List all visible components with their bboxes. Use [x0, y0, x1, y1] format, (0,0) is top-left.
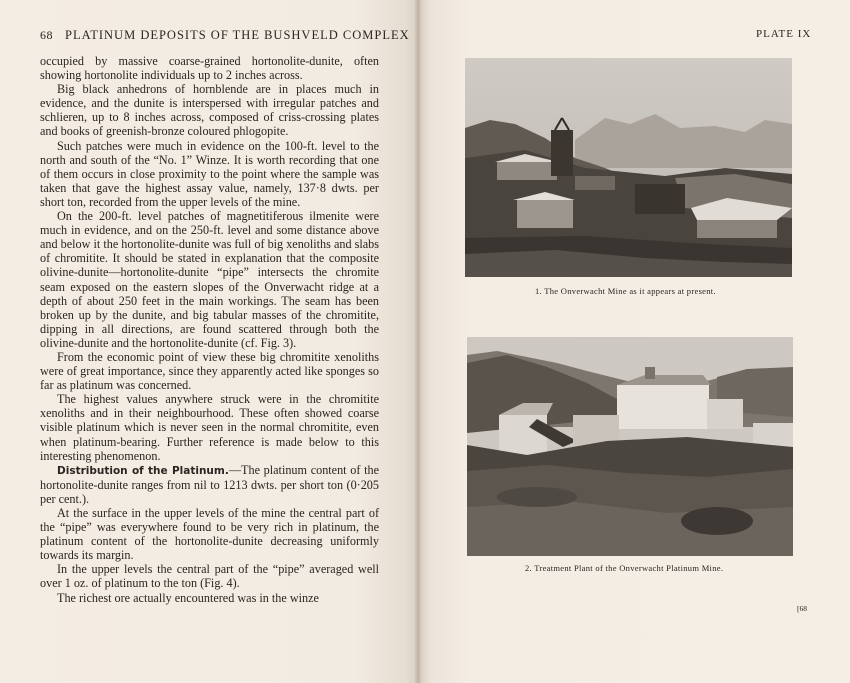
left-page-header — [40, 28, 410, 44]
body-text — [40, 54, 379, 605]
paragraph: Such patches were much in evidence on the 100-ft. level to the north and south of the “No. 1” Winze. It is worth recording that one of them occurs in close proximity to the point where the sample was taken that gave the highest assay value, namely, 137·8 dwts. per short ton, recorded from the upper levels of the mine. — [40, 138, 379, 209]
paragraph: From the economic point of view these big chromitite xenoliths were of great importance, since they apparently acted like sponges so far as platinum was concerned. — [40, 349, 379, 393]
right-folio: [68 — [797, 604, 807, 613]
paragraph: occupied by massive coarse-grained hortonolite-dunite, often showing hortonolite individuals up to 2 inches across. — [40, 54, 379, 83]
figure-caption-1: 1. The Onverwacht Mine as it appears at present. — [535, 286, 716, 296]
paragraph: On the 200-ft. level patches of magnetitiferous ilmenite were much in evidence, and on the 250-ft. level and some distance above and below it the hortonolite-dunite was full of big xenoliths and slabs of chromitite. It should be stated in explanation that the composite olivine-dunite—hortonolite-dunite “pipe” intersects the chromite seam exposed on the eastern slopes of the Onverwacht ridge at a depth of about 250 feet in the main workings. The seam has been broken up by the dunite, and big tabular masses of the chromitite, dipping in all directions, are found scattered through both the olivine-dunite and the hortonolite-dunite (cf. Fig. 3). — [40, 209, 379, 350]
paragraph: The highest values anywhere struck were in the chromitite xenoliths and in their neighbourhood. These often showed coarse visible platinum which is never seen in the normal chromitite, even when platinum-bearing. Further reference is made below to this interesting phenomenon. — [40, 392, 379, 463]
paragraph: At the surface in the upper levels of the mine the central part of the “pipe” was everywhere found to be very rich in platinum, the platinum content of the hortonolite-dunite decreasing uniformly towards its margin. — [40, 506, 379, 563]
paragraph: In the upper levels the central part of the “pipe” averaged well over 1 oz. of platinum to the ton (Fig. 4). — [40, 562, 379, 591]
section-heading: Distribution of the Platinum. — [57, 464, 229, 477]
page-number: 68 — [40, 28, 53, 42]
photo-onverwacht-mine — [465, 58, 792, 277]
running-head: PLATINUM DEPOSITS OF THE BUSHVELD COMPLEX — [65, 28, 410, 42]
photo-treatment-plant — [467, 337, 793, 556]
book-gutter — [414, 0, 422, 683]
left-page — [0, 0, 418, 683]
plate-label: PLATE IX — [756, 28, 812, 40]
figure-caption-2: 2. Treatment Plant of the Onverwacht Platinum Mine. — [525, 563, 724, 573]
paragraph: Big black anhedrons of hornblende are in places much in evidence, and the dunite is interspersed with irregular patches and schlieren, up to 8 inches across, composed of criss-crossing plates and books of greenish-bronze coloured phlogopite. — [40, 82, 379, 139]
paragraph-with-heading — [40, 463, 379, 506]
paragraph-text: —The platinum content of the hortonolite-dunite ranges from nil to 1213 dwts. per short ton (0·205 per cent.). — [40, 462, 379, 506]
paragraph: The richest ore actually encountered was in the winze — [57, 590, 319, 605]
